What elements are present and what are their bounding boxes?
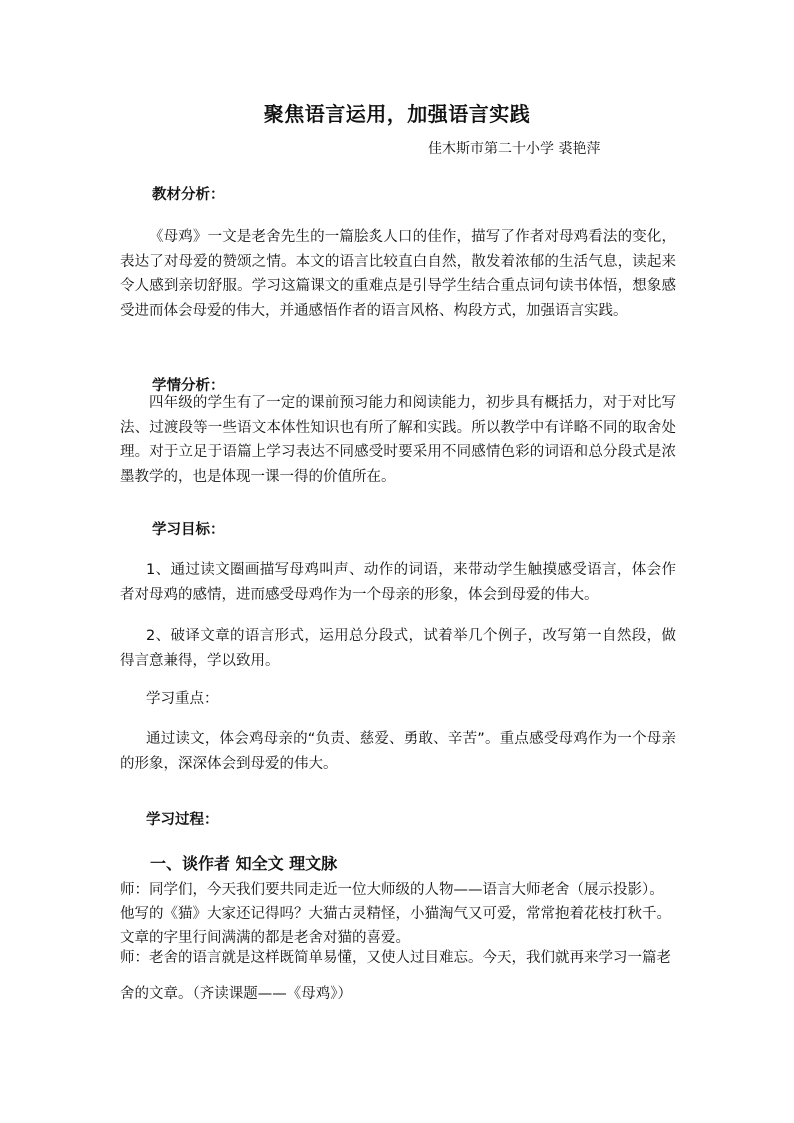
author-line: 佳木斯市第二十小学 裘艳萍: [428, 141, 601, 157]
section-one-title: 一、谈作者 知全文 理文脉: [150, 854, 338, 873]
goal-item-2: 2、破译文章的语言形式，运用总分段式，试着举几个例子，改写第一自然段，做得言意兼得，学以致用。: [120, 628, 676, 669]
dialogue-teacher-1: 师：同学们，今天我们要共同走近一位大师级的人物——语言大师老舍（展示投影）。他写的《猫》大家还记得吗？大猫古灵精怪，小猫淘气又可爱，常常抱着花枝打秋千。文章的字里行间满满的都是老舍对猫的喜爱。: [120, 882, 671, 946]
paragraph-learning-focus: 通过读文，体会鸡母亲的“负责、慈爱、勇敢、辛苦”。重点感受母鸡作为一个母亲的形象，深深体会到母爱的伟大。: [120, 731, 676, 772]
heading-student-analysis: 学情分析：: [152, 378, 225, 394]
paragraph-student-analysis: 四年级的学生有了一定的课前预习能力和阅读能力，初步具有概括力，对于对比写法、过渡段等一些语文本体性知识也有所了解和实践。所以教学中有详略不同的取舍处理。对于立足于语篇上学习表达不同感受时要采用不同感情色彩的词语和总分段式是浓墨教学的，也是体现一课一得的价值所在。: [120, 395, 676, 485]
heading-material-analysis: 教材分析：: [152, 187, 225, 203]
heading-learning-focus: 学习重点：: [146, 691, 219, 707]
heading-learning-process: 学习过程：: [146, 812, 219, 828]
goal-item-1: 1、通过读文圈画描写母鸡叫声、动作的词语，来带动学生触摸感受语言，体会作者对母鸡的感情，进而感受母鸡作为一个母亲的形象，体会到母爱的伟大。: [120, 562, 676, 603]
dialogue-teacher-2: 师：老舍的语言就是这样既简单易懂，又使人过目难忘。今天，我们就再来学习一篇老舍的文章。（齐读课题——《母鸡》）: [120, 950, 671, 1002]
heading-learning-goals: 学习目标：: [152, 522, 225, 538]
document-title: 聚焦语言运用，加强语言实践: [263, 102, 531, 126]
paragraph-material-analysis: 《母鸡》一文是老舍先生的一篇脍炙人口的佳作，描写了作者对母鸡看法的变化，表达了对母爱的赞颂之情。本文的语言比较直白自然，散发着浓郁的生活气息，读起来令人感到亲切舒服。学习这篇课文的重难点是引导学生结合重点词句读书体悟，想象感受进而体会母爱的伟大，并通感悟作者的语言风格、构段方式，加强语言实践。: [120, 229, 676, 319]
